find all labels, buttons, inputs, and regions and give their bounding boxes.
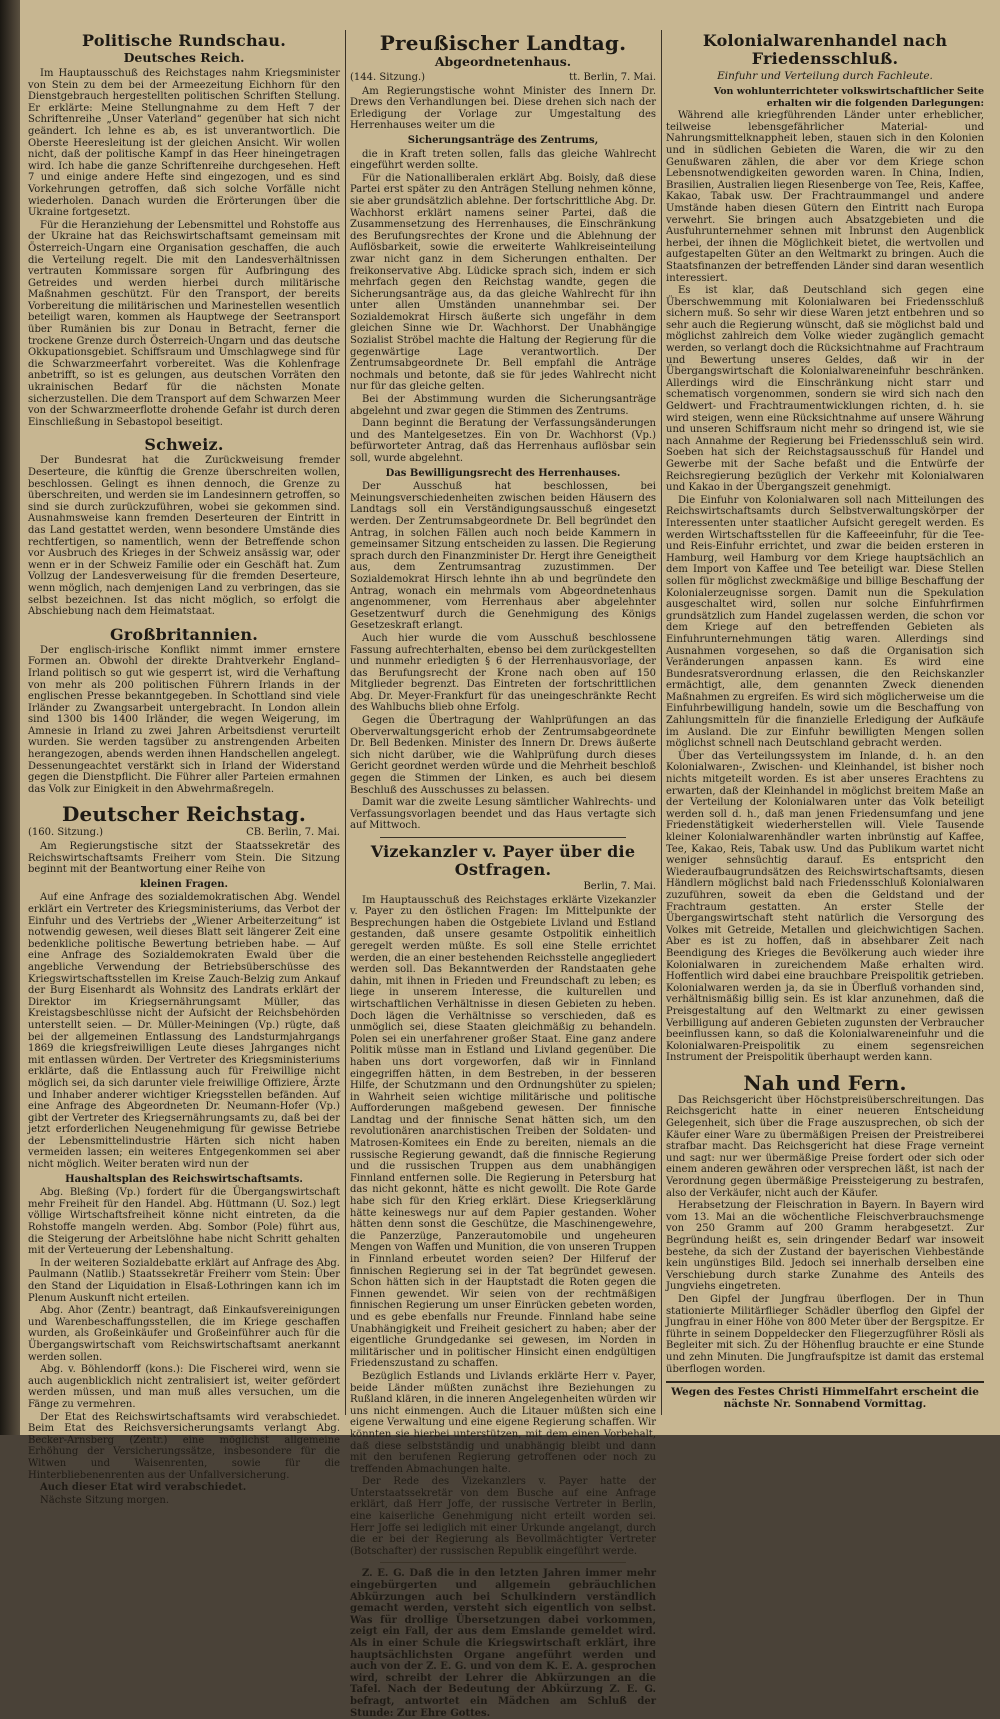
column-2 bbox=[350, 30, 656, 1719]
article-paragraph: Im Hauptausschuß des Reichstages nahm Kriegsminister von Stein zu dem bei der Armeezeitung Eichhorn für den Dienstgebrauch hergestellten politischen Schriften Stellung. Er erklärte: Meine Stellungnahme zu dem Heft 7 der Schriftenreihe „Unser Vaterland“ gegenüber hat sich nicht geändert. Ich lehne es ab, es ist unverantwortlich. Die Oberste Heeresleitung ist der gleichen Ansicht. Wir wollen nicht, daß der politische Kampf in das Heer hineingetragen wird. Ich habe die ganze Schriftenreihe durchgesehen. Heft 7 und einige andere Hefte sind eingezogen, und es sind Vorkehrungen getroffen, daß sich solche Vorfälle nicht wiederholen. Danach wurden die Erörterungen über die Ukraine fortgesetzt. bbox=[28, 68, 340, 219]
dateline bbox=[350, 881, 656, 893]
dateline bbox=[28, 827, 340, 839]
article-paragraph: Auf eine Anfrage des sozialdemokratischen Abg. Wendel erklärt ein Vertreter des Kriegsministeriums, das Verbot der Einfuhr und des Vertriebs der „Wiener Arbeiterzeitung“ ist notwendig gewesen, weil dieses Blatt seit längerer Zeit eine bedenkliche politische Bewertung betrieben habe. — Auf eine Anfrage des Sozialdemokraten Ewald über die angebliche Verwendung der Betriebsüberschüsse des Kriegswirtschaftsstellen im Kreise Zauch-Belzig zum Ankauf der Burg Eisenhardt als Wohnsitz des Landrats erklärt der Direktor im Kriegsernährungsamt Müller, das Kreistagsbeschlüsse nicht der Aufsicht der Reichsbehörden unterstellt seien. — Dr. Müller-Meiningen (Vp.) rügte, daß bei der allgemeinen Entlassung des Landsturmjahrgangs 1869 die kriegsfreiwilligen Leute dieses Jahrganges nicht mit entlassen würden. Der Vertreter des Kriegsministeriums erklärte, daß die Entlassung auch für Freiwillige nicht möglich sei, da sich darunter viele freiwillige Offiziere, Ärzte und Inhaber anderer wichtiger Kriegsstellen befänden. Auf eine Anfrage des Abgeordneten Dr. Neumann-Hofer (Vp.) gibt der Vertreter des Kriegsernährungsamts zu, daß bei der jetzt erforderlichen Neugenehmigung für gewisse Betriebe der Lebensmittelindustrie Härten sich nicht haben vermeiden lassen; ein weiteres Entgegenkommen sei aber nicht möglich. Weiter beraten wird nun der bbox=[28, 892, 340, 1171]
article-paragraph: Z. E. G. Daß die in den letzten Jahren immer mehr eingebürgerten und allgemein gebräuchlichen Abkürzungen auch bei Schulkindern verständlich gemacht werden, versteht sich eigentlich von selbst. Was für drollige Übersetzungen dabei vorkommen, zeigt ein Fall, der aus dem Emslande gemeldet wird. Als in einer Schule die Kriegswirtschaft erklärt, ihre hauptsächlichsten Organe angeführt werden und auch von der Z. E. G. und von dem K. E. A. gesprochen wird, schreibt der Lehrer die Abkürzungen an die Tafel. Nach der Bedeutung der Abkürzung Z. E. G. befragt, antwortet ein Mädchen am Schluß der Stunde: Zur Ehre Gottes. bbox=[350, 1568, 656, 1719]
article-paragraph: Es ist klar, daß Deutschland sich gegen eine Überschwemmung mit Kolonialwaren bei Friedensschluß sichern muß. So sehr wir diese Waren jetzt entbehren und so sehr auch die Regierung wünscht, daß sie möglichst bald und möglichst zahlreich dem Volke wieder zugänglich gemacht werden, so verlangt doch die Rücksichtnahme auf Frachtraum und Bewertung unseres Geldes, daß wir in der Übergangswirtschaft die Kolonialwareneinfuhr beschränken. Allerdings wird die Einschränkung nicht starr und schematisch vorgenommen, sondern sie wird sich nach den Geldwert- und Frachtraumentwicklungen richten, d. h. sie wird steigen, wenn eine Rücksichtnahme auf unsere Währung und unseren Schiffsraum nicht mehr so dringend ist, wie sie nach Annahme der Regierung bei Friedensschluß sein wird. Soeben hat sich der Reichstagsausschuß für Handel und Gewerbe mit der Sache befaßt und die Entwürfe der Reichsregierung bezüglich der Verkehr mit Kolonialwaren und Kakao in der Übergangszeit genehmigt. bbox=[666, 285, 984, 494]
article-paragraph: Am Regierungstische wohnt Minister des Innern Dr. Drews den Verhandlungen bei. Diese drehen sich nach der Erledigung der Vorlage zur Umgestaltung des Herrenhauses weiter um die bbox=[350, 85, 656, 132]
article-paragraph: Gegen die Übertragung der Wahlprüfungen an das Oberverwaltungsgericht erhob der Zentrumsabgeordnete Dr. Bell Bedenken. Minister des Innern Dr. Drews äußerte sich nicht darüber, wie die Wahlprüfung durch dieses Gericht geordnet werden würde und die Mehrheit beschloß gegen die Stimmen der Linken, es auch bei diesem Beschluß des Ausschusses zu belassen. bbox=[350, 715, 656, 796]
article-paragraph: Über das Verteilungssystem im Inlande, d. h. an den Kolonialwaren-, Zwischen- und Kleinhandel, ist bisher noch nichts mitgeteilt worden. Es ist aber unseres Erachtens zu erwarten, daß der Kleinhandel in möglichst breitem Maße an der Verteilung der Kolonialwaren unter das Volk beteiligt werden soll d. h., daß man jenen Friedensumfang und jene Friedenstätigkeit wiederherstellen will. Viele Tausende kleiner Kolonialwarenhändler warten inbrünstig auf Kaffee, Tee, Kakao, Reis, Tabak usw. Und das Publikum wartet nicht weniger sehnsüchtig darauf. Es entspricht den Wiederaufbaugrundsätzen des Reichswirtschaftsamts, diesen Händlern möglichst bald nach Friedensschluß Kolonialwaren zuzuführen, soweit da eben die Geldstand und der Frachtraum gestatten. An erster Stelle der Übergangswirtschaft steht natürlich die Versorgung des Volkes mit Getreide, Metallen und gleichwichtigen Sachen. Aber es ist zu hoffen, daß in absehbarer Zeit nach Beendigung des Krieges die Bevölkerung auch wieder ihre Kolonialwaren in zureichendem Maße erhalten wird. Hoffentlich wird dabei eine brauchbare Preispolitik getrieben. Kolonialwaren werden ja, da sie in Überfluß vorhanden sind, verhältnismäßig billig sein. Es ist klar anzunehmen, daß die Preisgestaltung auf den Weltmarkt zu einer gewissen Verbilligung auf anderen Gebieten zugunsten der Verbraucher beeinflussen kann, so daß die Kolonialwareneinfuhr und die Kolonialwaren-Preispolitik zu einem segensreichen Instrument der Preispolitik überhaupt werden kann. bbox=[666, 750, 984, 1064]
article-paragraph: Nächste Sitzung morgen. bbox=[40, 1494, 170, 1506]
section-subheading: Einfuhr und Verteilung durch Fachleute. bbox=[717, 70, 933, 82]
article-paragraph: Im Hauptausschuß des Reichstages erklärte Vizekanzler v. Payer zu den östlichen Fragen: Im Mittelpunkte der Besprechungen haben die Ostgebiete Livland und Estland gestanden, daß unsere gesamte Ostpolitik einheitlich geregelt werden müßte. Es soll eine Stelle errichtet werden, die an einer bestehenden Reichsstelle angegliedert werden soll. Das Bekanntwerden der Randstaaten gehe dahin, mit ihnen in Frieden und Freundschaft zu leben; es liege in unserem Interesse, die kulturellen und wirtschaftlichen Verhältnisse in diesen Gebieten zu heben. Doch lägen die Verhältnisse so verschieden, daß es unmöglich sei, diese Staaten gleichmäßig zu behandeln. Polen sei ein unerfahrener großer Staat. Eine ganz andere Politik müsse man in Estland und Livland gegenüber. Die haben uns dort vorgeworfen, daß wir in Finnland eingegriffen hätten, in dem Bestreben, in der besseren Hilfe, der Schutzmann und den Ordnungshüter zu spielen; in Wahrheit seien wichtige militärische und politische Aufforderungen maßgebend gewesen. Der finnische Landtag und der finnische Senat hätten sich, um den revolutionären anarchistischen Treiben der Soldaten- und Matrosen-Komitees ein Ende zu bereiten, niemals an die russische Regierung gewandt, daß die finnische Regierung und die russischen Truppen aus dem unabhängigen Finnland entfernen solle. Die Regierung in Petersburg hat das nicht gekonnt, hätte es nicht gewollt. Die Rote Garde habe sich für den Krieg erklärt. Diese Kriegserklärung hätte keineswegs nur auf dem Papier gestanden. Woher hätten denn sonst die Geschütze, die Maschinengewehre, die Panzerzüge, Panzerautomobile und ungeheuren Mengen von Waffen und Munition, die von unseren Truppen in Finnland erbeutet worden seien? Der Hilferuf der finnischen Regierung sei in der Tat begründet gewesen. Schon hätten sich in der Hauptstadt die Roten gegen die Finnen gewendet. Wir seien von der rechtmäßigen finnischen Regierung um unser Einrücken gebeten worden, und es gebe ebenfalls nur Freunde. Finnland habe seine Unabhängigkeit und Freiheit gesichert zu haben; aber der eigentliche Grundgedanke sei gewesen, im Norden in militärischer und in politischer Hinsicht einen endgültigen Friedenszustand zu schaffen. bbox=[350, 894, 656, 1370]
section-heading: Schweiz. bbox=[144, 435, 224, 455]
place-date: Berlin, 7. Mai. bbox=[583, 881, 656, 892]
inline-heading: Haushaltsplan des Reichswirtschaftsamts. bbox=[65, 1173, 303, 1185]
article-paragraph: Den Gipfel der Jungfrau überflogen. Der in Thun stationierte Militärflieger Schädler überflog den Gipfel der Jungfrau in einer Höhe von 800 Meter über der Bergspitze. Er führte in seinem Doppeldecker den Fliegerzugführer Rösli als Begleiter mit sich. Zu der Höhenflug brauchte er eine Stunde und zehn Minuten. Die Jungfraufspitze ist damit das erstemal überflogen worden. bbox=[666, 1293, 984, 1375]
place-date: CB. Berlin, 7. Mai. bbox=[246, 827, 340, 839]
column-1 bbox=[28, 30, 340, 1506]
article-paragraph: Das Reichsgericht über Höchstpreisüberschreitungen. Das Reichsgericht hatte in einer neueren Entscheidung Gelegenheit, sich über die Frage auszusprechen, ob sich der Käufer einer Ware zu übermäßigen Preisen der Preistreiberei strafbar macht. Das Reichsgericht hat diese Frage verneint und sagt: nur wer übermäßige Preise fordert oder sich oder einem anderen gewähren oder versprechen läßt, ist nach der Verordnung gegen übermäßige Preissteigerung zu bestrafen, also der Verkäufer, nicht auch der Käufer. bbox=[666, 1094, 984, 1199]
article-paragraph: Der Ausschuß hat beschlossen, bei Meinungsverschiedenheiten zwischen beiden Häusern des Landtags soll ein Verständigungsausschuß eingesetzt werden. Der Zentrumsabgeordnete Dr. Bell begründet den Antrag, in solchen Fällen auch noch beide Kammern in gemeinsamer Sitzung entscheiden zu lassen. Die Regierung sprach durch den Finanzminister Dr. Hergt ihre Geneigtheit aus, dem Zentrumsantrag zuzustimmen. Der Sozialdemokrat Hirsch lehnte ihn ab und begründete den Antrag, wonach ein mehrmals vom Abgeordnetenhaus angenommener, vom Herrenhaus aber abgelehnter Gesetzentwurf durch die Genehmigung des Königs Gesetzeskraft erlangt. bbox=[350, 481, 656, 632]
divider bbox=[380, 1562, 626, 1563]
section-heading: Politische Rundschau. bbox=[82, 31, 286, 50]
article-paragraph: Bei der Abstimmung wurden die Sicherungsanträge abgelehnt und zwar gegen die Stimmen des Zentrums. bbox=[350, 394, 656, 417]
column-3 bbox=[666, 30, 984, 1415]
book-spine bbox=[0, 0, 20, 1435]
article-paragraph: Damit war die zweite Lesung sämtlicher Wahlrechts- und Verfassungsvorlagen beendet und das Haus vertagte sich auf Mittwoch. bbox=[350, 797, 656, 832]
inline-heading: Das Bewilligungsrecht des Herrenhauses. bbox=[385, 467, 621, 479]
article-paragraph: In der weiteren Sozialdebatte erklärt auf Anfrage des Abg. Paulmann (Natlib.) Staatssekretär Freiherr vom Stein: Über den Stand der Liquidation in Elsaß-Lothringen kann ich im Plenum Auskunft nicht erteilen. bbox=[28, 1257, 340, 1304]
article-paragraph: Die Einfuhr von Kolonialwaren soll nach Mitteilungen des Reichswirtschaftsamts durch Selbstverwaltungskörper der Interessenten unter staatlicher Aufsicht geregelt werden. Es werden Wirtschaftsstellen für die Kaffeeeinfuhr, für die Tee- und Reis-Einfuhr errichtet, und zwar die beiden ersteren in Hamburg, weil Hamburg vor dem Kriege hauptsächlich an dem Import von Kaffee und Tee beteiligt war. Diese Stellen sollen für möglichst zweckmäßige und billige Beschaffung der Kolonialerzeugnisse sorgen. Damit nun die Spekulation ausgeschaltet wird, sollen nur solche Einfuhrfirmen grundsätzlich zum Handel zugelassen werden, die schon vor dem Kriege auf den betreffenden Gebieten als Einfuhrunternehmungen tätig waren. Allerdings sind Ausnahmen vorgesehen, so daß die Organisation sich Veränderungen anpassen kann. Es wird eine Bundesratsverordnung erlassen, die den Reichskanzler ermächtigt, alle, dem genannten Zweck dienenden Maßnahmen zu ergreifen. Es wird sich möglicherweise um die Einfuhrbewilligung handeln, sowie um die Beschaffung von Zahlungsmitteln für die finanzielle Erledigung der Aufkäufe im Ausland. Die zur Einfuhr bewilligten Mengen sollen möglichst schnell nach Deutschland gebracht werden. bbox=[666, 494, 984, 750]
article-paragraph: Herabsetzung der Fleischration in Bayern. In Bayern wird vom 13. Mai an die wöchentliche Fleischverbrauchsmenge von 250 Gramm auf 200 Gramm herabgesetzt. Zur Begründung heißt es, sein dringender Bedarf war insoweit bestehe, da sich der Zustand der bayerischen Viehbestände kein ungünstiges Bild. Jedoch sei innerhalb derselben eine Verschiebung durch starke Zunahme des Anteils des Jungviehs eingetreten. bbox=[666, 1200, 984, 1293]
inline-heading: Sicherungsanträge des Zentrums, bbox=[407, 134, 599, 146]
article-paragraph: Dann beginnt die Beratung der Verfassungsänderungen und des Mantelgesetzes. Ein von Dr. Wachhorst (Vp.) befürworteter Antrag, daß das Herrenhaus auflösbar sein soll, wurde abgelehnt. bbox=[350, 418, 656, 464]
article-paragraph: Der Bundesrat hat die Zurückweisung fremder Deserteure, die künftig die Grenze überschreiten wollen, beschlossen. Gelingt es ihnen dennoch, die Grenze zu überschreiten, und werden sie im Landesinnern getroffen, so sind sie durch zurückzuführen, wobei sie gekommen sind. Ausnahmsweise kann fremden Deserteuren der Eintritt in das Land gestattet werden, wenn besondere Umstände dies rechtfertigen, so namentlich, wenn der Betreffende schon vor Ausbruch des Krieges in der Schweiz ansässig war, oder wenn er in der Schweiz Familie oder ein Geschäft hat. Zum Vollzug der Landesverweisung für die fremden Deserteure, wenn möglich, nach demjenigen Land zu verbringen, das sie selbst bezeichnen. Ist das nicht möglich, so erfolgt die Abschiebung nach dem Heimatstaat. bbox=[28, 455, 340, 618]
article-paragraph: Für die Heranziehung der Lebensmittel und Rohstoffe aus der Ukraine hat das Reichswirtschaftsamt gemeinsam mit Österreich-Ungarn eine Organisation geschaffen, die auch die Verteilung regelt. Die mit den Landesverhältnissen vertrauten Kommissare sorgen für Aufbringung des Getreides und werden hierbei durch militärische Maßnahmen geschützt. Für den Transport, der bereits Vorbereitung die militärischen und Marinestellen wesentlich beteiligt waren, kommen als Hauptwege der Seetransport über Rumänien bis zur Donau in Betracht, ferner die trockene Grenze durch Österreich-Ungarn und das deutsche Okkupationsgebiet. Schiffsraum und Umschlagwege sind für die Schwarzmeerfahrt vorbereitet. Was die Kohlenfrage anbetrifft, so ist es gelungen, aus deutschen Vorräten den ukrainischen Bedarf für die nächsten Monate sicherzustellen. Die dem Transport auf dem Schwarzen Meer von der Schwarzmeerflotte drohende Gefahr ist durch deren Einschließung in Sebastopol beseitigt. bbox=[28, 219, 340, 428]
article-paragraph: Auch hier wurde die vom Ausschuß beschlossene Fassung aufrechterhalten, ebenso bei dem zurückgestellten und nunmehr erledigten § 6 der Herrenhausvorlage, der das Berufungsrecht der Krone nach oben auf 150 Mitglieder begrenzt. Das Eintreten der fortschrittlichen Abg. Dr. Meyer-Frankfurt für das uneingeschränkte Recht des Wahlbuchs blieb ohne Erfolg. bbox=[350, 632, 656, 714]
article-paragraph: die in Kraft treten sollen, falls das gleiche Wahlrecht eingeführt werden sollte. bbox=[350, 148, 656, 172]
article-paragraph: Der Etat des Reichswirtschaftsamts wird verabschiedet. Beim Etat des Reichsversicherungsamts verlangt Abg. Becker-Arnsberg (Zentr.) eine möglichst allgemeine Erhöhung der Versicherungssätze, insbesondere für die Witwen und Waisenrenten, sowie für die Hinterbliebenenrenten aus der Unfallversicherung. bbox=[28, 1411, 340, 1481]
session-number: (144. Sitzung.) bbox=[350, 72, 426, 83]
newspaper-page bbox=[20, 0, 1000, 1719]
section-heading: Vizekanzler v. Payer über die Ostfragen. bbox=[370, 842, 636, 879]
column-rule bbox=[661, 30, 662, 1415]
section-heading: Nah und Fern. bbox=[743, 1070, 907, 1095]
session-number: (160. Sitzung.) bbox=[28, 827, 104, 839]
article-paragraph: Am Regierungstische sitzt der Staatssekretär des Reichswirtschaftsamts Freiherr vom Stein. Die Sitzung beginnt mit der Beantwortung einer Reihe von bbox=[28, 841, 340, 876]
section-heading: Kolonialwarenhandel nach Friedensschluß. bbox=[702, 31, 948, 68]
section-heading: Deutscher Reichstag. bbox=[61, 802, 307, 827]
article-intro: Von wohlunterrichteter volkswirtschaftlicher Seite erhalten wir die folgenden Darlegungen: bbox=[713, 86, 984, 109]
article-paragraph: Auch dieser Etat wird verabschiedet. bbox=[40, 1482, 247, 1494]
article-paragraph: Der Rede des Vizekanzlers v. Payer hatte der Unterstaatssekretär von dem Busche auf eine Anfrage erklärt, daß Herr Joffe, der russische Vertreter in Berlin, eine kaiserliche Genehmigung nicht erteilt worden sei. Herr Joffe sei lediglich mit einer Urkunde angelangt, durch die er bei der Regierung als Bevollmächtigter Vertreter (Botschafter) der russischen Republik eingeführt werde. bbox=[350, 1476, 656, 1557]
article-paragraph: Für die Nationalliberalen erklärt Abg. Boisly, daß diese Partei erst später zu den Anträgen Stellung nehmen könne, sie aber grundsätzlich ablehne. Der fortschrittliche Abg. Dr. Wachhorst erklärt namens seiner Partei, daß die Zusammensetzung des Herrenhauses, die Einschränkung des Berufungsrechtes der Krone und die Ablehnung der Auflösbarkeit, sowie die erweiterte Wahlkreiseinteilung zwar nicht ganz in dem Sicherungen enthalten. Der freikonservative Abg. Lüdicke sprach sich, indem er sich mehrfach gegen den Reichstag wandte, gegen die Sicherungsanträge aus, da das gleiche Wahlrecht für ihn unter allen Umständen unannehmbar sei. Der Sozialdemokrat Hirsch äußerte sich ungefähr in dem gleichen Sinne wie Dr. Wachhorst. Der Unabhängige Sozialist Ströbel machte die Haltung der Regierung für die gegenwärtige Lage verantwortlich. Der Zentrumsabgeordnete Dr. Bell empfahl die Anträge nochmals und betonte, daß sie für jedes Wahlrecht nicht nur für das gleiche gelten. bbox=[350, 172, 656, 393]
section-subheading: Abgeordnetenhaus. bbox=[434, 54, 572, 69]
article-paragraph: Abg. Ahor (Zentr.) beantragt, daß Einkaufsvereinigungen und Warenbeschaffungsstellen, die im Kriege geschaffen wurden, als Großeinkäufer und Großeinführer auch für die Übergangswirtschaft vom Reichswirtschaftsamt anerkannt werden sollen. bbox=[28, 1305, 340, 1363]
section-heading: Großbritannien. bbox=[109, 624, 259, 644]
column-rule bbox=[345, 30, 346, 1415]
article-paragraph: Abg. Bleßing (Vp.) fordert für die Übergangswirtschaft mehr Freiheit für den Handel. Abg. Hüttmann (U. Soz.) legt völlige Wirtschaftsfreiheit könne nicht eintreten, da die Rohstoffe mangeln werden. Abg. Sombor (Pole) führt aus, die Steigerung der Arbeitslöhne habe nicht Schritt gehalten mit der Verteuerung der Lebenshaltung. bbox=[28, 1187, 340, 1257]
article-paragraph: Während alle kriegführenden Länder unter erheblicher, teilweise lebensgefährlicher Material- und Nahrungsmittelknappheit leben, stauen sich in den Kolonien und in südlichen Gebieten die Waren, die wir zu den Genußwaren zählen, die aber vor dem Kriege schon Lebensnotwendigkeiten geworden waren. In China, Indien, Brasilien, Australien liegen Riesenberge von Tee, Reis, Kaffee, Kakao, Tabak usw. Der Frachtraummangel und andere Umstände haben diesen Gütern den Eintritt nach Europa verwehrt. Sie bringen auch Absatzgebieten und die Ausfuhrunternehmer sehnen mit Inbrunst den Augenblick herbei, der ihnen die Möglichkeit bietet, die wertvollen und aufgestapelten Güter an den Weltmarkt zu bringen. Auch die Staatsfinanzen der betreffenden Länder sind daran wesentlich interessiert. bbox=[666, 110, 984, 284]
inline-heading: kleinen Fragen. bbox=[139, 878, 229, 890]
article-paragraph: Abg. v. Böhlendorff (kons.): Die Fischerei wird, wenn sie auch augenblicklich nicht zentralisiert ist, weiter gefördert werden müssen, und man muß alles versuchen, um die Fänge zu vermehren. bbox=[28, 1364, 340, 1410]
section-subheading: Deutsches Reich. bbox=[123, 50, 245, 65]
article-paragraph: Bezüglich Estlands und Livlands erklärte Herr v. Payer, beide Länder müßten zunächst ihre Beziehungen zu Rußland klären, in die inneren Angelegenheiten würden wir uns nicht einmengen. Auch die Litauer müßten sich eine eigene Verwaltung und eine eigene Regierung schaffen. Wir könnten sie hierbei unterstützen, mit dem einen Vorbehalt, daß diese selbstständig und unabhängig bleibt und dann mit den berufenen Regierung getroffenen oder noch zu treffenden Abmachungen halte. bbox=[350, 1370, 656, 1475]
article-paragraph: Der englisch-irische Konflikt nimmt immer ernstere Formen an. Obwohl der direkte Drahtverkehr England–Irland politisch so gut wie gesperrt ist, wird die Verhaftung von mehr als 200 politischen Führern Irlands in der englischen Presse bekanntgegeben. In Schottland sind viele Irländer zu Zwangsarbeit untergebracht. In London allein sind 1300 bis 1400 Irländer, die wegen Weigerung, im Amnesie in Irland zu zwei Jahren Arbeitsdienst verurteilt wurden. Sie werden tagsüber zu anstrengenden Arbeiten herangezogen, abends werden ihnen Handschellen angelegt. Dessenungeachtet verstärkt sich in Irland der Widerstand gegen die Dienstpflicht. Die Führer aller Parteien ermahnen das Volk zur Einigkeit in den Abwehrmaßregeln. bbox=[28, 644, 340, 795]
publication-notice: Wegen des Festes Christi Himmelfahrt erscheint die nächste Nr. Sonnabend Vormittag. bbox=[666, 1381, 984, 1410]
divider bbox=[380, 837, 626, 838]
section-heading: Preußischer Landtag. bbox=[379, 31, 627, 55]
dateline bbox=[350, 72, 656, 84]
place-date: tt. Berlin, 7. Mai. bbox=[569, 72, 656, 83]
